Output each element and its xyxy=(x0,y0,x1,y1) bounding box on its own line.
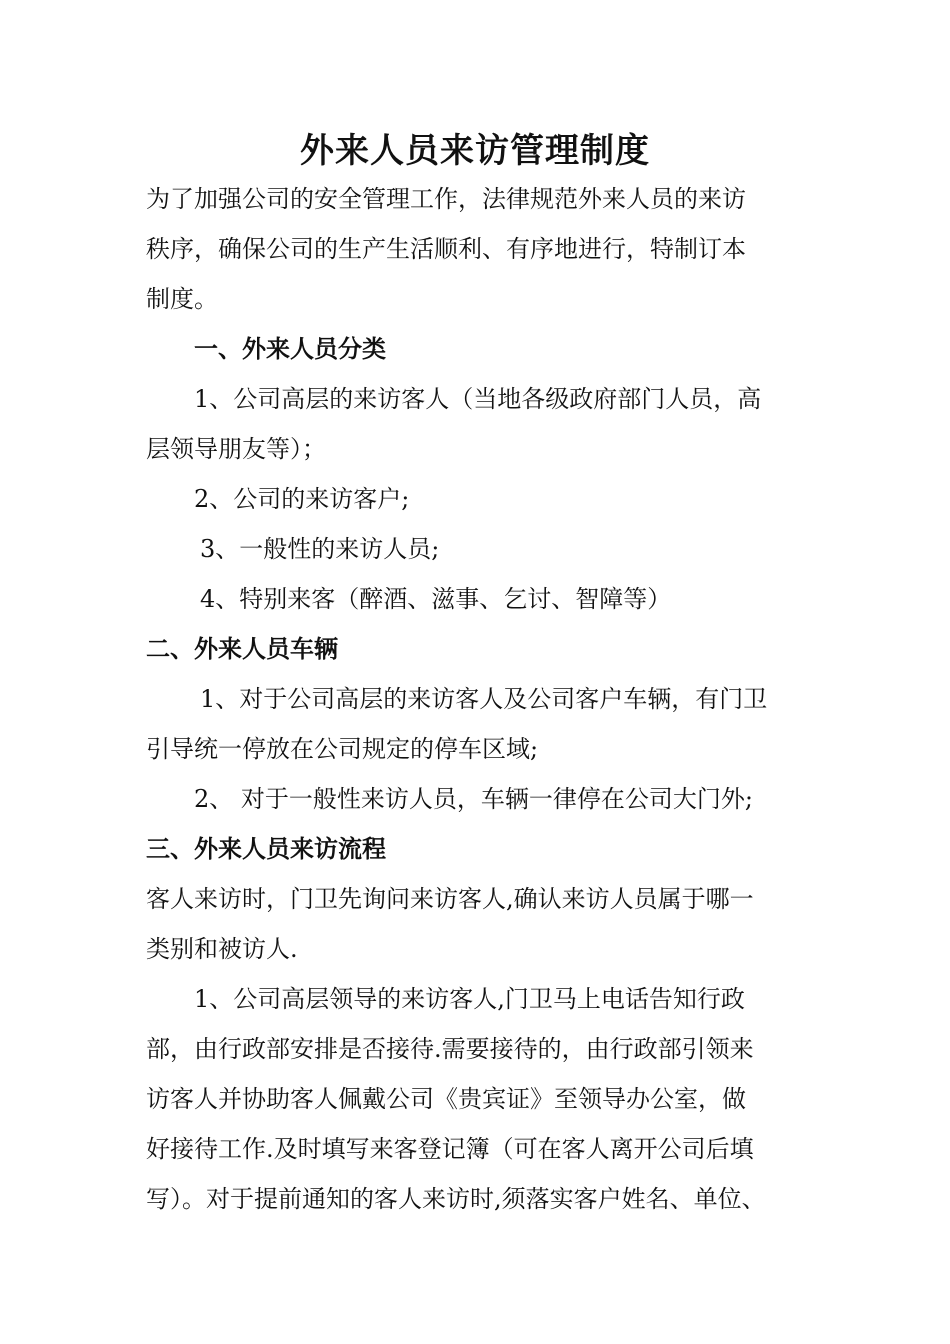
intro-line-1: 为了加强公司的安全管理工作，法律规范外来人员的来访 xyxy=(146,185,746,213)
section-heading-1: 一、外来人员分类 xyxy=(194,334,386,363)
vehicle-item-1-line-1: 1、对于公司高层的来访客人及公司客户车辆，有门卫 xyxy=(200,685,768,713)
process-intro-line-2: 类别和被访人. xyxy=(146,935,298,963)
process-item-1-line-5: 写）。对于提前通知的客人来访时,须落实客户姓名、单位、 xyxy=(146,1185,766,1213)
category-item-3: 3、一般性的来访人员; xyxy=(200,535,440,563)
category-item-4: 4、特别来客（醉酒、滋事、乞讨、智障等） xyxy=(200,585,672,613)
process-item-1-line-1: 1、公司高层领导的来访客人,门卫马上电话告知行政 xyxy=(194,985,745,1013)
vehicle-item-2: 2、 对于一般性来访人员，车辆一律停在公司大门外; xyxy=(194,785,753,813)
document-title: 外来人员来访管理制度 xyxy=(300,131,650,171)
category-item-2: 2、公司的来访客户; xyxy=(194,485,410,513)
intro-line-3: 制度。 xyxy=(146,285,218,313)
category-item-1-line-1: 1、公司高层的来访客人（当地各级政府部门人员，高 xyxy=(194,385,762,413)
process-intro-line-1: 客人来访时，门卫先询问来访客人,确认来访人员属于哪一 xyxy=(146,885,754,913)
process-item-1-line-4: 好接待工作.及时填写来客登记簿（可在客人离开公司后填 xyxy=(146,1135,754,1163)
vehicle-item-1-line-2: 引导统一停放在公司规定的停车区域; xyxy=(146,735,539,763)
section-heading-3: 三、外来人员来访流程 xyxy=(146,834,386,863)
process-item-1-line-2: 部，由行政部安排是否接待.需要接待的，由行政部引领来 xyxy=(146,1035,754,1063)
section-heading-2: 二、外来人员车辆 xyxy=(146,634,338,663)
process-item-1-line-3: 访客人并协助客人佩戴公司《贵宾证》至领导办公室，做 xyxy=(146,1085,746,1113)
intro-line-2: 秩序，确保公司的生产生活顺利、有序地进行，特制订本 xyxy=(146,235,746,263)
category-item-1-line-2: 层领导朋友等）； xyxy=(146,435,326,463)
